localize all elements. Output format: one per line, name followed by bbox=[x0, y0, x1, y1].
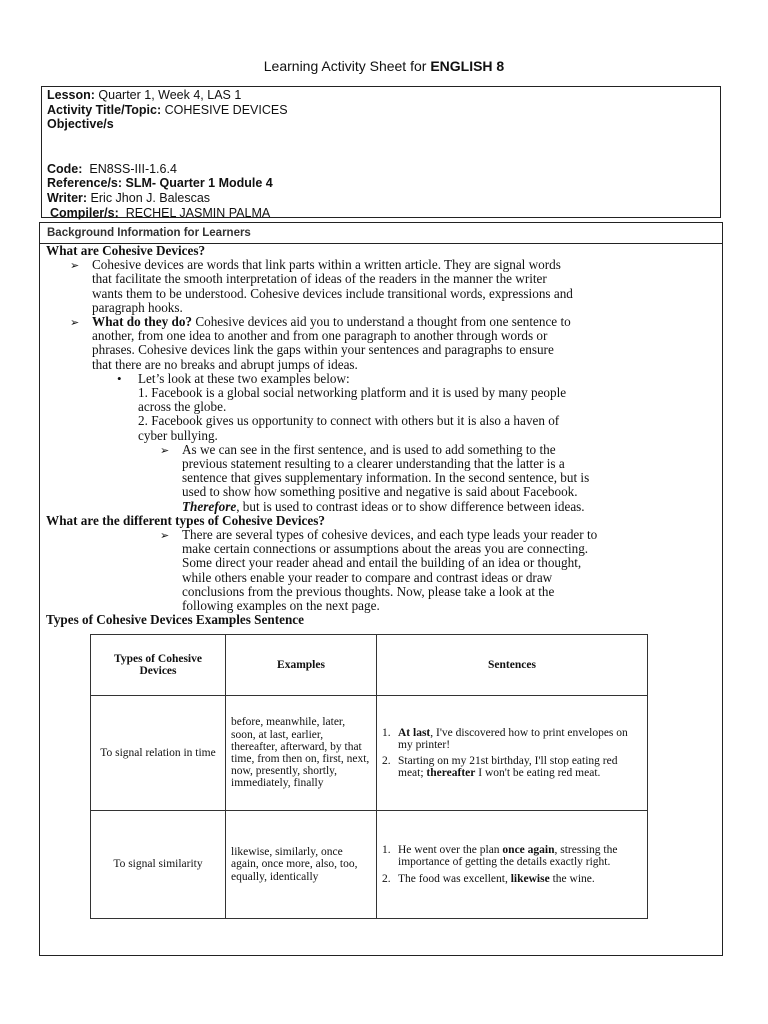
activity-row bbox=[47, 103, 720, 118]
type-cell: To signal relation in time bbox=[91, 696, 226, 811]
lesson-info-box bbox=[41, 86, 721, 218]
table-header-row bbox=[91, 635, 648, 696]
objective-label: Objective/s bbox=[47, 117, 114, 132]
code-row bbox=[47, 162, 720, 177]
code-label: Code: bbox=[47, 161, 83, 176]
example-2: 2. Facebook gives us opportunity to connect with others but it is also a haven of bbox=[138, 413, 560, 429]
paragraph-explanation: ➢ As we can see in the first sentence, and is used to add something to the previous statement resulting to a clearer understanding that the latter is a sentence that gives supplementary information. In the second sentence, but is used to show how something positive and negative is said about Facebook. Therefore, but is used to contrast ideas or to show difference between ideas. bbox=[160, 441, 590, 514]
activity-label: Activity Title/Topic: bbox=[47, 102, 162, 117]
page-title bbox=[0, 58, 768, 74]
heading-different-types: What are the different types of Cohesive Devices? bbox=[46, 512, 325, 528]
background-section bbox=[39, 222, 723, 956]
reference-row bbox=[47, 176, 720, 191]
lesson-value: Quarter 1, Week 4, LAS 1 bbox=[94, 88, 242, 102]
examples-bullet: • Let’s look at these two examples below: 1. Facebook is a global social networking platform and it is used by many people across the globe. 2. Facebook gives us opportunity to connect with others but it is also a haven of cyber bullying. bbox=[40, 372, 722, 443]
col-header-sentences: Sentences bbox=[377, 635, 648, 696]
sentence-item: 2. The food was excellent, likewise the wine. bbox=[382, 872, 595, 885]
code-value: EN8SS-III-1.6.4 bbox=[82, 161, 177, 176]
col-header-types: Types of Cohesive Devices bbox=[91, 635, 226, 696]
writer-value: Eric Jhon J. Balescas bbox=[87, 190, 211, 205]
type-cell: To signal similarity bbox=[91, 811, 226, 919]
objective-row bbox=[47, 117, 720, 132]
compiler-value: RECHEL JASMIN PALMA bbox=[118, 205, 271, 220]
lesson-row bbox=[47, 88, 720, 103]
reference-label: Reference/s: SLM- Quarter 1 Module 4 bbox=[47, 176, 273, 191]
activity-value: COHESIVE DEVICES bbox=[161, 102, 288, 117]
compiler-label: Compiler/s: bbox=[50, 205, 119, 220]
heading-what-are: What are Cohesive Devices? bbox=[46, 243, 206, 258]
paragraph-what-do-they-do: ➢ What do they do? Cohesive devices aid you to understand a thought from one sentence to another, from one idea to another and from one paragraph to another through words or phrases. Cohesive devices link the gaps within your sentences and paragraphs to ensure that there are no breaks and abrupt jumps of ideas. bbox=[70, 314, 571, 372]
section-header: Background Information for Learners bbox=[40, 223, 722, 244]
table-row bbox=[91, 811, 648, 919]
arrow-bullet-icon: ➢ bbox=[70, 260, 80, 273]
paragraph-types: ➢ There are several types of cohesive devices, and each type leads your reader to make certain connections or assumptions about the areas you are connecting. Some direct your reader ahead and entail the building of an idea or thought, while others enable your reader to compare and contrast ideas or draw conclusions from the previous thoughts. Now, please take a look at the following examples on the next page. bbox=[160, 527, 598, 614]
examples-cell: likewise, similarly, once again, once more, also, too, equally, identically bbox=[226, 811, 377, 919]
writer-label: Writer: bbox=[47, 190, 88, 205]
table-row bbox=[91, 696, 648, 811]
cohesive-devices-table bbox=[90, 634, 648, 919]
arrow-bullet-icon: ➢ bbox=[70, 317, 80, 330]
cohesive-devices-table-wrap bbox=[90, 634, 648, 919]
heading-table: Types of Cohesive Devices Examples Sentence bbox=[46, 612, 304, 628]
sentences-cell bbox=[377, 696, 648, 811]
sentences-cell bbox=[377, 811, 648, 919]
what-do-they-do-label: What do they do? bbox=[92, 314, 193, 330]
sentence-item: 2. Starting on my 21st birthday, I'll stop eating red meat; thereafter I won't be eating red meat. bbox=[382, 755, 618, 780]
title-subject: ENGLISH 8 bbox=[430, 58, 505, 74]
example-1: 1. Facebook is a global social networking platform and it is used by many people bbox=[138, 385, 567, 401]
col-header-examples: Examples bbox=[226, 635, 377, 696]
arrow-bullet-icon: ➢ bbox=[160, 444, 170, 457]
background-body bbox=[40, 244, 722, 627]
writer-row bbox=[47, 191, 720, 206]
sentence-item: 1. He went over the plan once again, stressing the importance of getting the details exactly right. bbox=[382, 844, 618, 869]
lesson-label: Lesson: bbox=[47, 88, 95, 102]
round-bullet-icon: • bbox=[117, 370, 122, 386]
sentence-item: 1. At last, I've discovered how to print envelopes on my printer! bbox=[382, 726, 628, 751]
compiler-row bbox=[47, 206, 720, 221]
arrow-bullet-icon: ➢ bbox=[160, 530, 170, 543]
paragraph-definition: ➢ Cohesive devices are words that link parts within a written article. They are signal words that facilitate the smooth interpretation of ideas of the readers in the manner the writer wants them to be understood. Cohesive devices include transitional words, expressions and paragraph hooks. bbox=[70, 257, 573, 315]
examples-cell: before, meanwhile, later, soon, at last, earlier, thereafter, afterward, by that time, from then on, first, next, now, presently, shortly, immediately, finally bbox=[226, 696, 377, 811]
title-prefix: Learning Activity Sheet for bbox=[263, 58, 431, 74]
